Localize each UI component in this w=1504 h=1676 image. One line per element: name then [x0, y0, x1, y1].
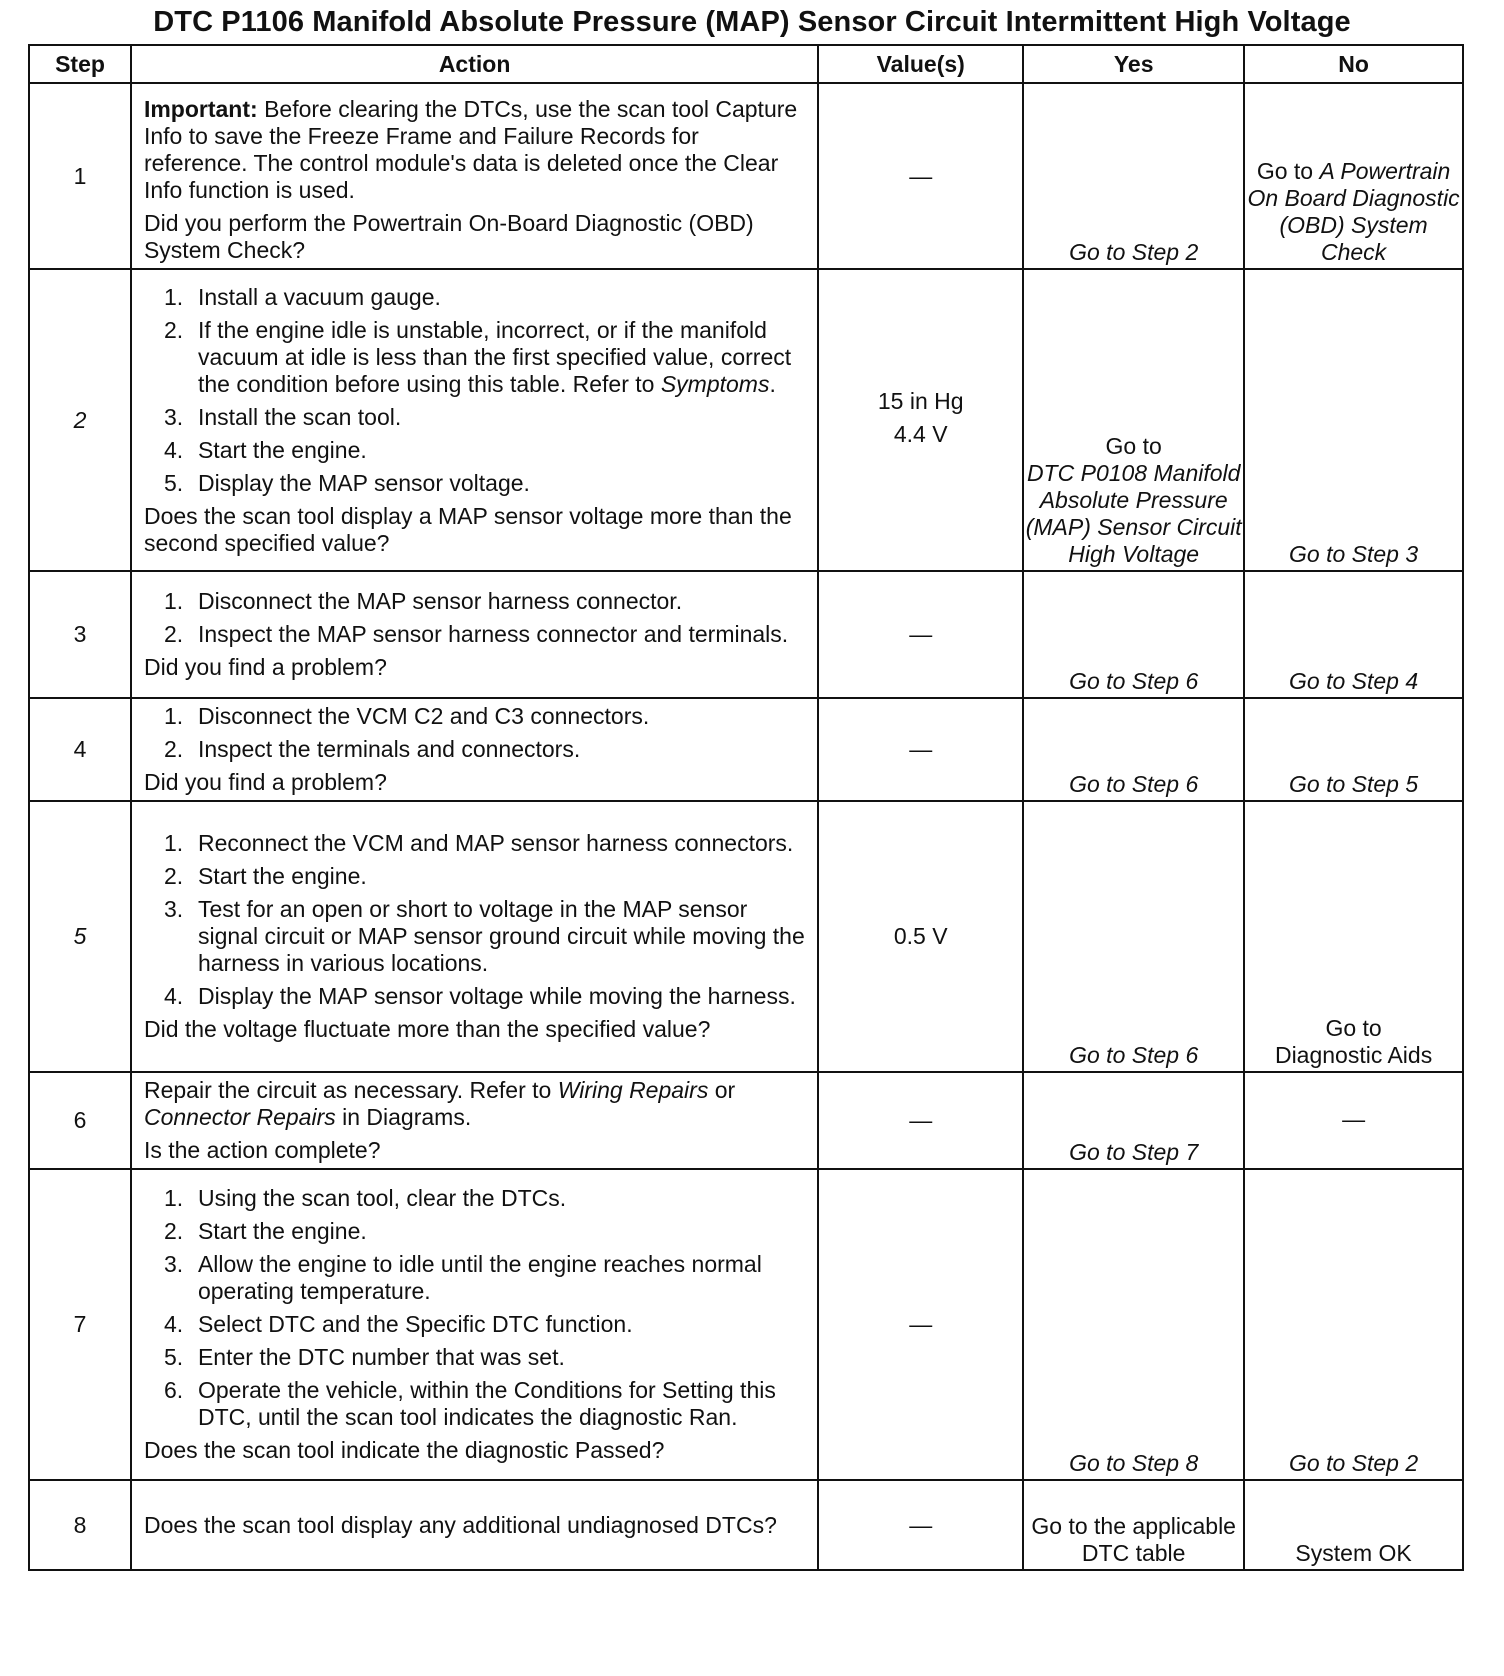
- action-cell: [131, 571, 818, 698]
- step-number: 1: [29, 83, 131, 269]
- question: Did you find a problem?: [143, 654, 387, 680]
- no-cell: [1244, 83, 1463, 269]
- repair-instruction: Repair the circuit as necessary. Refer to Wiring Repairs or Connector Repairs in Diagrams.: [143, 1077, 736, 1130]
- col-header-action: Action: [131, 45, 818, 83]
- question: Does the scan tool display any additional undiagnosed DTCs?: [143, 1511, 777, 1538]
- step-number: 8: [29, 1480, 131, 1570]
- list-item: 2. Start the engine.: [163, 1218, 367, 1244]
- yes-cell: Go to Step 6: [1023, 698, 1244, 801]
- list-item: 3. Test for an open or short to voltage in the MAP sensor signal circuit or MAP sensor ground circuit while moving the harness in various locations.: [163, 896, 805, 976]
- step-number: 3: [29, 571, 131, 698]
- no-line-1: Go to: [1325, 1015, 1382, 1041]
- table-row: [29, 698, 1463, 801]
- value-cell: —: [818, 1480, 1023, 1570]
- action-cell: [131, 83, 818, 269]
- table-row: [29, 1072, 1463, 1169]
- page-title: DTC P1106 Manifold Absolute Pressure (MAP) Sensor Circuit Intermittent High Voltage: [153, 6, 1351, 38]
- table-row: [29, 571, 1463, 698]
- no-cell: —: [1244, 1072, 1463, 1169]
- list-item: 1. Install a vacuum gauge.: [163, 283, 441, 310]
- table-row: [29, 1169, 1463, 1480]
- value-cell: —: [818, 83, 1023, 269]
- action-cell: [131, 698, 818, 801]
- question: Did the voltage fluctuate more than the specified value?: [143, 1016, 711, 1042]
- list-item: 2. Inspect the MAP sensor harness connector and terminals.: [163, 621, 789, 647]
- important-note: [144, 96, 807, 204]
- value-cell: —: [818, 1169, 1023, 1480]
- table-row: [29, 269, 1463, 571]
- list-item: 5. Enter the DTC number that was set.: [163, 1344, 565, 1370]
- list-item: 1. Reconnect the VCM and MAP sensor harness connectors.: [163, 830, 794, 856]
- list-item: 3. Install the scan tool.: [163, 403, 402, 430]
- value-voltage: 4.4 V: [893, 421, 948, 447]
- step-number: 2: [29, 269, 131, 571]
- important-text: Before clearing the DTCs, use the scan tool Capture Info to save the Freeze Frame and Failure Records for reference. The control module's data is deleted once the Clear Info function is used.: [143, 96, 798, 203]
- no-cell: Go to Step 2: [1244, 1169, 1463, 1480]
- value-cell: [818, 269, 1023, 571]
- question: Is the action complete?: [143, 1137, 381, 1163]
- action-cell: [131, 801, 818, 1072]
- value-cell: —: [818, 571, 1023, 698]
- question: Does the scan tool indicate the diagnostic Passed?: [143, 1437, 665, 1463]
- list-item: 1. Disconnect the VCM C2 and C3 connectors.: [163, 703, 650, 729]
- value-cell: —: [818, 1072, 1023, 1169]
- table-row: [29, 801, 1463, 1072]
- no-cell: Go to Step 3: [1244, 269, 1463, 571]
- col-header-yes: Yes: [1023, 45, 1244, 83]
- list-item: 3. Allow the engine to idle until the engine reaches normal operating temperature.: [163, 1251, 762, 1304]
- diagnostic-table: [28, 44, 1464, 1571]
- step-number: 7: [29, 1169, 131, 1480]
- col-header-step: Step: [29, 45, 131, 83]
- yes-prefix: Go to: [1105, 433, 1162, 459]
- action-cell: [131, 1169, 818, 1480]
- list-item: 4. Start the engine.: [163, 436, 367, 463]
- value-vacuum: 15 in Hg: [877, 388, 964, 414]
- yes-cell: Go to Step 7: [1023, 1072, 1244, 1169]
- step-number: 4: [29, 698, 131, 801]
- table-row: [29, 1480, 1463, 1570]
- header-row: [29, 45, 1463, 83]
- question: Does the scan tool display a MAP sensor voltage more than the second specified value?: [143, 502, 792, 556]
- list-item: 2. If the engine idle is unstable, incorrect, or if the manifold vacuum at idle is less than the first specified value, correct the condition before using this table. Refer to Symptoms.: [163, 316, 792, 397]
- no-cell: System OK: [1244, 1480, 1463, 1570]
- action-cell: [131, 269, 818, 571]
- value-cell: 0.5 V: [818, 801, 1023, 1072]
- important-label: Important:: [143, 96, 258, 122]
- list-item: 4. Display the MAP sensor voltage while moving the harness.: [163, 983, 796, 1009]
- yes-cell: Go to the applicable DTC table: [1023, 1480, 1244, 1570]
- action-cell: [131, 1480, 818, 1570]
- list-item: 1. Using the scan tool, clear the DTCs.: [163, 1185, 567, 1211]
- list-item: 6. Operate the vehicle, within the Conditions for Setting this DTC, until the scan tool indicates the diagnostic Ran.: [163, 1377, 776, 1430]
- list-item: 2. Start the engine.: [163, 863, 367, 889]
- list-item: 5. Display the MAP sensor voltage.: [163, 469, 530, 496]
- value-cell: —: [818, 698, 1023, 801]
- col-header-no: No: [1244, 45, 1463, 83]
- no-cell: Go to Step 5: [1244, 698, 1463, 801]
- yes-cell: Go to Step 2: [1023, 83, 1244, 269]
- question: Did you perform the Powertrain On-Board Diagnostic (OBD) System Check?: [143, 210, 754, 263]
- list-item: 2. Inspect the terminals and connectors.: [163, 736, 581, 762]
- yes-cell: [1023, 269, 1244, 571]
- table-row: [29, 83, 1463, 269]
- no-line-2: Diagnostic Aids: [1274, 1042, 1433, 1068]
- no-prefix: Go to: [1256, 158, 1320, 184]
- no-link-text: A Powertrain On Board Diagnostic (OBD) System Check: [1247, 158, 1460, 265]
- no-cell: [1244, 801, 1463, 1072]
- yes-link-text: DTC P0108 Manifold Absolute Pressure (MAP) Sensor Circuit High Voltage: [1025, 460, 1242, 567]
- yes-cell: Go to Step 8: [1023, 1169, 1244, 1480]
- action-cell: [131, 1072, 818, 1169]
- question: Did you find a problem?: [143, 769, 387, 795]
- step-number: 6: [29, 1072, 131, 1169]
- list-item: 4. Select DTC and the Specific DTC function.: [163, 1311, 633, 1337]
- step-number: 5: [29, 801, 131, 1072]
- yes-cell: Go to Step 6: [1023, 571, 1244, 698]
- list-item: 1. Disconnect the MAP sensor harness connector.: [163, 588, 683, 614]
- col-header-values: Value(s): [818, 45, 1023, 83]
- yes-cell: Go to Step 6: [1023, 801, 1244, 1072]
- no-cell: Go to Step 4: [1244, 571, 1463, 698]
